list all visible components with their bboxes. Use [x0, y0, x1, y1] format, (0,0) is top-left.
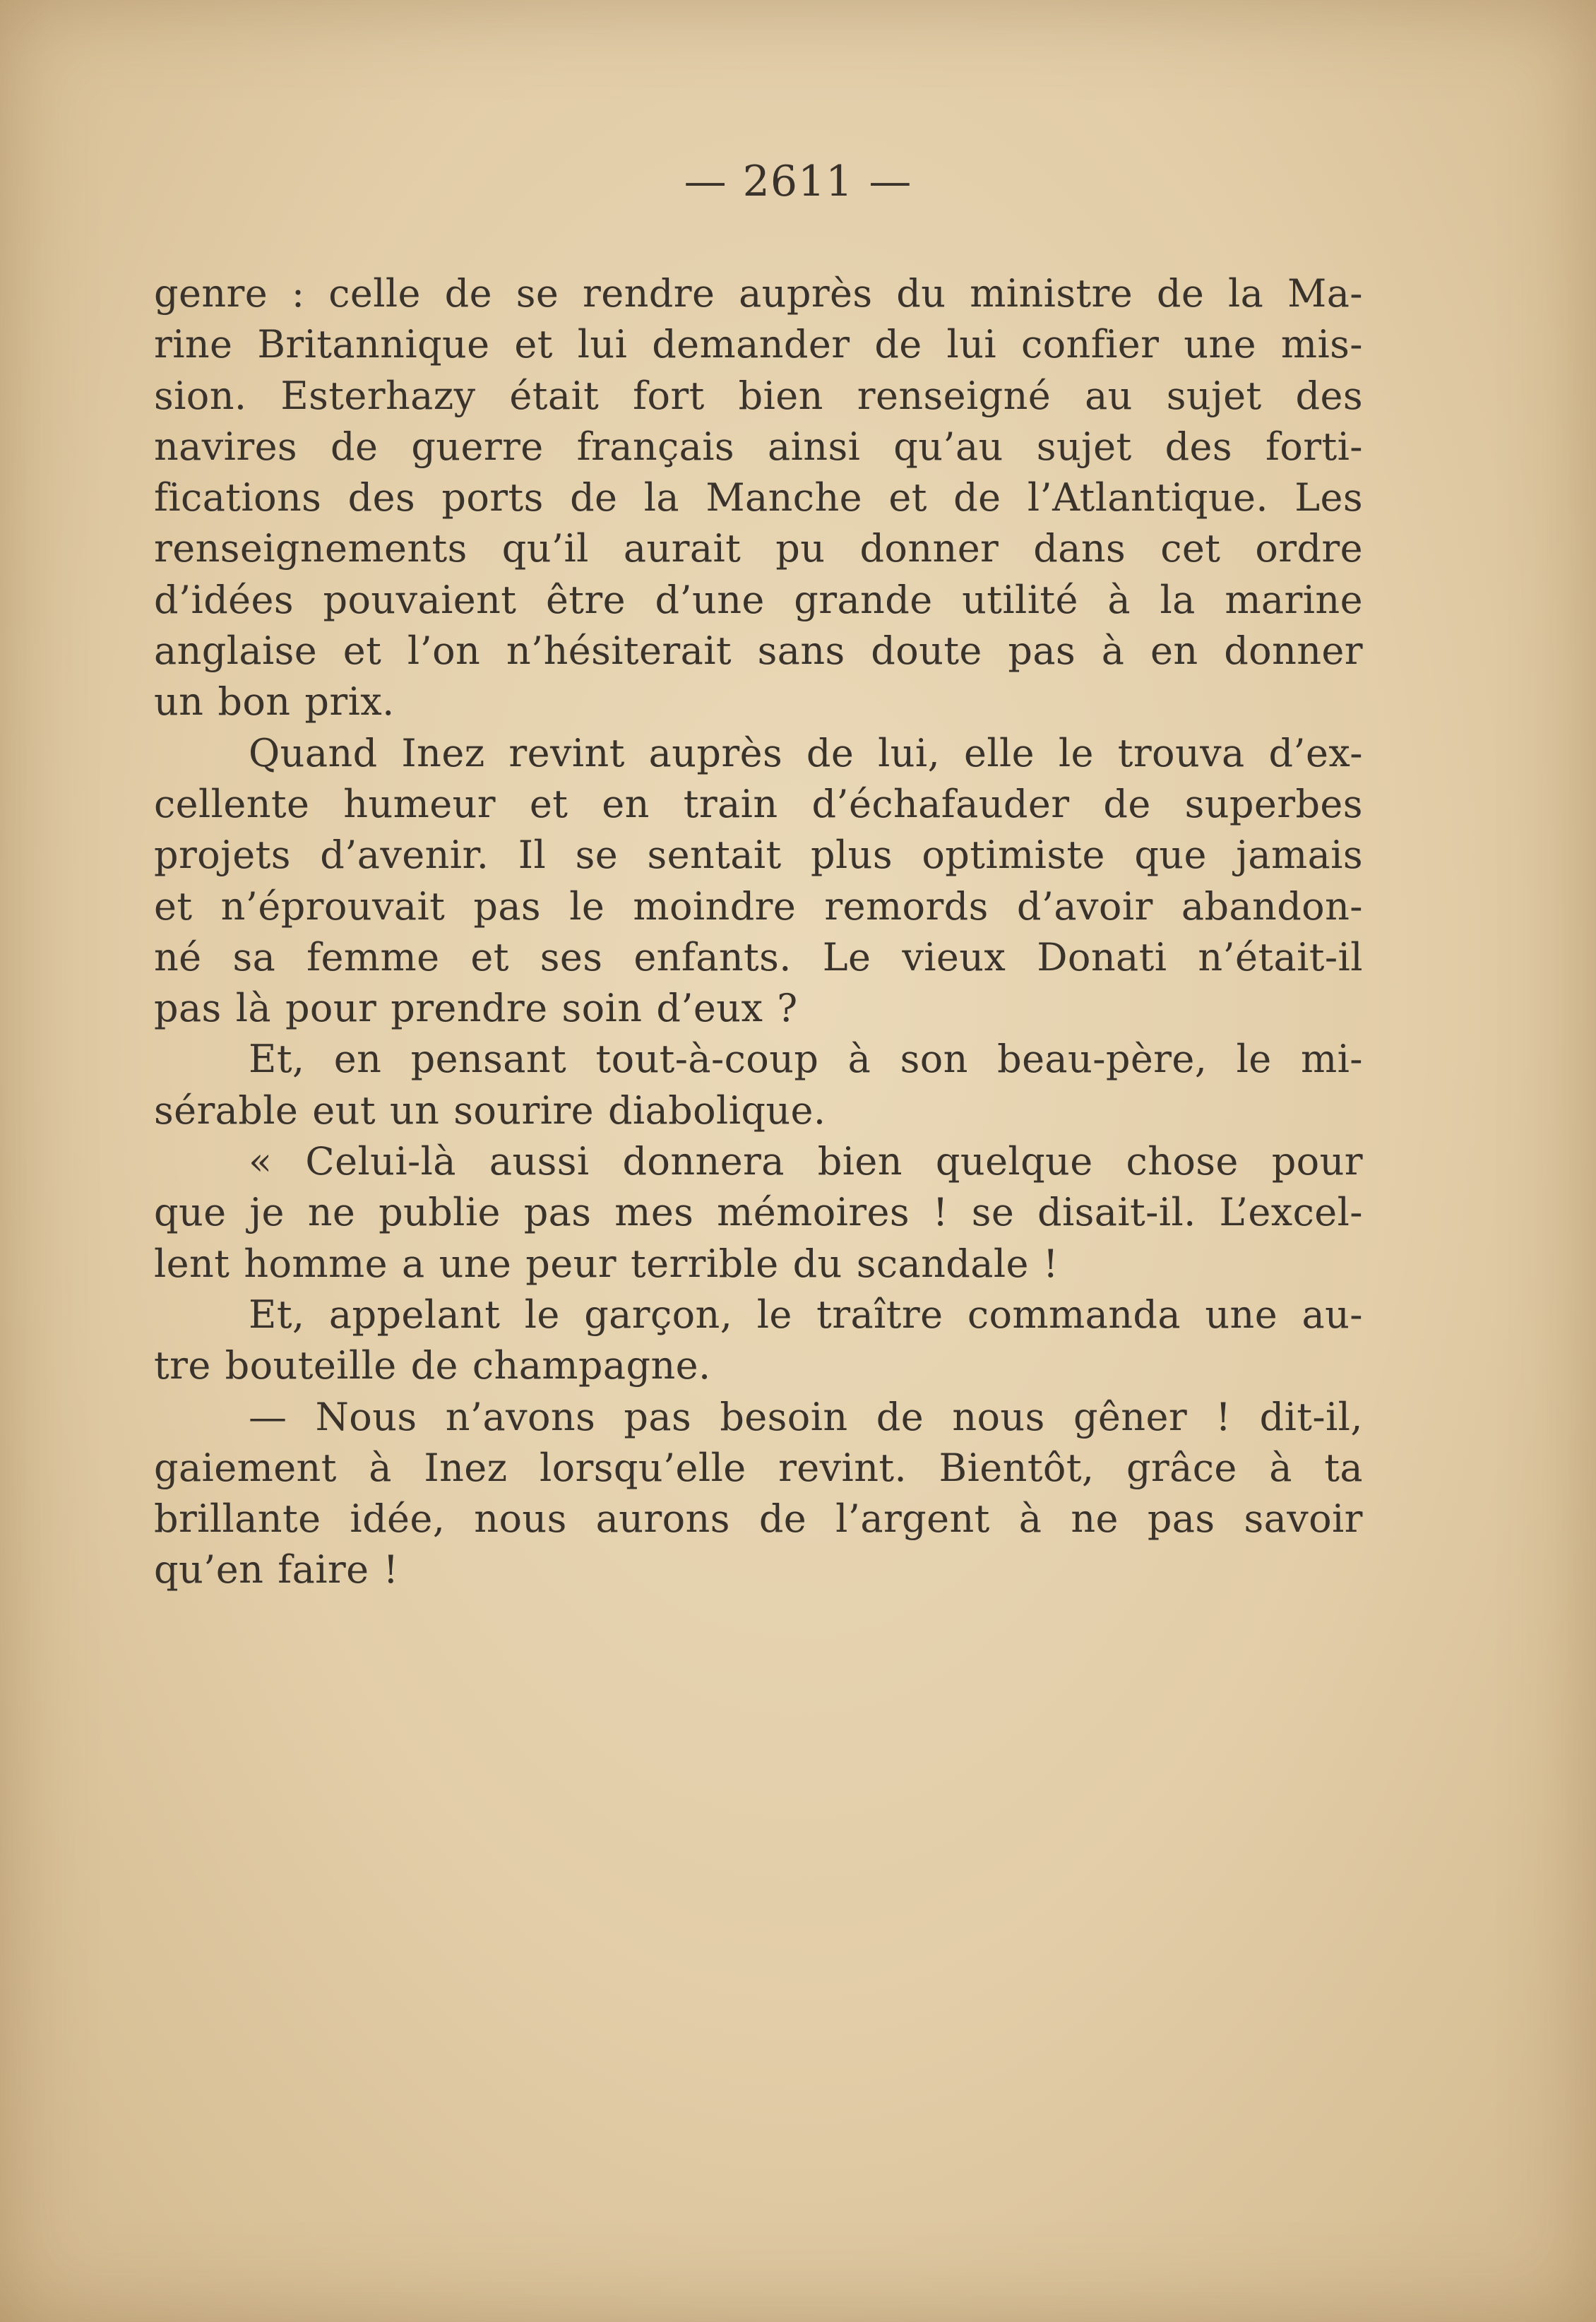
word: Bientôt,	[939, 1445, 1095, 1490]
word: au	[1085, 373, 1133, 418]
word: doute	[871, 629, 982, 674]
word: pu	[775, 526, 826, 571]
word: navires	[154, 424, 298, 469]
word: en	[602, 781, 650, 826]
word: sentait	[647, 833, 782, 878]
word: Il	[518, 833, 547, 878]
word: ainsi	[768, 424, 861, 469]
word: de	[410, 1343, 458, 1388]
word: gêner	[1073, 1394, 1188, 1439]
page-number-value: 2611	[742, 157, 854, 206]
word: sion.	[154, 373, 247, 418]
word: publie	[379, 1190, 501, 1235]
word: était	[509, 373, 600, 418]
word: ne	[1071, 1496, 1119, 1542]
word: bien	[738, 373, 823, 418]
word: aurait	[623, 526, 742, 571]
word: Britannique	[257, 322, 490, 367]
text-line	[154, 1290, 1363, 1340]
word: mi-	[1300, 1037, 1363, 1082]
word: :	[291, 271, 305, 316]
word: n’était-il	[1198, 934, 1363, 980]
word: à	[1101, 629, 1125, 674]
word: nous	[952, 1394, 1045, 1439]
word: sourire	[453, 1088, 594, 1133]
word: fications	[154, 475, 322, 520]
word: savoir	[1244, 1496, 1363, 1542]
word: à	[1018, 1496, 1042, 1542]
word: L’excel-	[1219, 1190, 1363, 1235]
word: la	[1160, 577, 1196, 622]
word: là	[235, 986, 271, 1031]
word: que	[1134, 833, 1207, 878]
word: remords	[824, 883, 989, 929]
word: son	[900, 1037, 968, 1082]
text-line	[154, 626, 1363, 677]
word: idée,	[350, 1496, 446, 1542]
word: de	[1103, 781, 1151, 826]
text-line	[154, 881, 1363, 932]
word: optimiste	[922, 833, 1105, 878]
word: se	[971, 1190, 1015, 1235]
word: ?	[777, 986, 798, 1031]
word: moindre	[633, 883, 797, 929]
word: —	[249, 1394, 287, 1439]
word: !	[932, 1190, 948, 1235]
word: de	[806, 730, 854, 775]
word: lorsqu’elle	[539, 1445, 746, 1490]
word: lent	[154, 1241, 230, 1286]
word: prendre	[391, 986, 548, 1031]
word: dit-il,	[1259, 1394, 1363, 1439]
word: beau-père,	[997, 1037, 1208, 1082]
word: a	[401, 1241, 425, 1286]
word: une	[1205, 1292, 1278, 1337]
word: ordre	[1255, 526, 1363, 571]
word: scandale	[856, 1241, 1029, 1286]
word: vieux	[902, 934, 1006, 980]
word: qu’il	[501, 526, 589, 571]
word: de	[570, 475, 618, 520]
word: humeur	[343, 781, 496, 826]
word: brillante	[154, 1496, 321, 1542]
word: ta	[1324, 1445, 1363, 1490]
word: !	[1042, 1241, 1059, 1286]
word: lui,	[878, 730, 941, 775]
word: peur	[525, 1241, 617, 1286]
word: traître	[816, 1292, 943, 1337]
word: pas	[473, 883, 542, 929]
word: garçon,	[584, 1292, 733, 1337]
word: d’avoir	[1016, 883, 1153, 929]
text-line	[154, 319, 1363, 370]
word: et	[888, 475, 927, 520]
word: superbes	[1184, 781, 1363, 826]
word: et	[343, 629, 382, 674]
word: au-	[1302, 1292, 1363, 1337]
word: à	[1269, 1445, 1292, 1490]
word: terrible	[631, 1241, 779, 1286]
word: et	[470, 934, 509, 980]
text-line	[154, 983, 1363, 1034]
word: demander	[652, 322, 850, 367]
word: sujet	[1036, 424, 1132, 469]
word: le	[756, 1292, 792, 1337]
word: l’Atlantique.	[1027, 475, 1268, 520]
word: bouteille	[225, 1343, 397, 1388]
word: pas	[624, 1394, 692, 1439]
word: d’eux	[656, 986, 763, 1031]
text-line	[154, 268, 1363, 319]
word: des	[1295, 373, 1363, 418]
text-line	[154, 1187, 1363, 1238]
word: sujet	[1166, 373, 1262, 418]
word: de	[876, 1394, 924, 1439]
word: Celui-là	[305, 1139, 456, 1184]
word: ministre	[970, 271, 1133, 316]
text-line	[154, 1392, 1363, 1443]
word: pas	[1147, 1496, 1215, 1542]
word: à	[369, 1445, 392, 1490]
word: fort	[633, 373, 705, 418]
word: auprès	[739, 271, 873, 316]
text-line	[154, 932, 1363, 983]
word: d’échafauder	[811, 781, 1070, 826]
word: une	[1184, 322, 1256, 367]
word: sa	[232, 934, 276, 980]
word: pensant	[410, 1037, 567, 1082]
word: besoin	[720, 1394, 848, 1439]
word: le	[1236, 1037, 1272, 1082]
word: celle	[328, 271, 421, 316]
word: le	[569, 883, 605, 929]
text-line	[154, 1239, 1363, 1290]
word: Inez	[401, 730, 485, 775]
text-line	[154, 422, 1363, 472]
word: du	[896, 271, 946, 316]
word: !	[1215, 1394, 1232, 1439]
word: lui	[946, 322, 997, 367]
word: guerre	[411, 424, 544, 469]
word: cet	[1160, 526, 1221, 571]
word: que	[154, 1190, 227, 1235]
text-line	[154, 779, 1363, 830]
word: de	[444, 271, 492, 316]
word: de	[758, 1496, 807, 1542]
word: prix.	[304, 679, 395, 725]
word: l’on	[407, 629, 481, 674]
word: revint	[508, 730, 625, 775]
word: d’ex-	[1268, 730, 1363, 775]
word: nous	[474, 1496, 567, 1542]
word: femme	[306, 934, 440, 980]
word: grande	[794, 577, 933, 622]
word: pour	[1271, 1139, 1363, 1184]
word: de	[330, 424, 379, 469]
word: Le	[822, 934, 871, 980]
word: de	[1156, 271, 1205, 316]
word: cellente	[154, 781, 310, 826]
word: de	[874, 322, 922, 367]
word: diabolique.	[607, 1088, 826, 1133]
word: confier	[1020, 322, 1160, 367]
word: et	[154, 883, 193, 929]
text-line	[154, 728, 1363, 779]
word: n’avons	[445, 1394, 596, 1439]
word: le	[1058, 730, 1094, 775]
word: la	[1227, 271, 1264, 316]
word: d’une	[655, 577, 765, 622]
word: grâce	[1126, 1445, 1237, 1490]
word: elle	[963, 730, 1035, 775]
word: l’argent	[835, 1496, 990, 1542]
text-line	[154, 371, 1363, 422]
body-text	[154, 268, 1363, 1596]
word: marine	[1225, 577, 1363, 622]
word: Les	[1294, 475, 1363, 520]
word: français	[576, 424, 735, 469]
word: ses	[540, 934, 603, 980]
word: rine	[154, 322, 233, 367]
word: du	[792, 1241, 842, 1286]
word: sérable	[154, 1088, 299, 1133]
word: plus	[811, 833, 893, 878]
word: projets	[154, 833, 291, 878]
word: !	[383, 1547, 399, 1592]
word: et	[514, 322, 553, 367]
word: qu’au	[893, 424, 1004, 469]
text-line	[154, 1494, 1363, 1544]
word: la	[643, 475, 679, 520]
word: rendre	[583, 271, 715, 316]
word: train	[683, 781, 778, 826]
word: n’éprouvait	[220, 883, 446, 929]
word: je	[249, 1190, 285, 1235]
word: utilité	[962, 577, 1078, 622]
word: «	[249, 1139, 273, 1184]
word: dans	[1033, 526, 1126, 571]
word: se	[575, 833, 619, 878]
word: donner	[1224, 629, 1363, 674]
word: qu’en	[154, 1547, 264, 1592]
word: une	[439, 1241, 512, 1286]
word: bien	[817, 1139, 903, 1184]
word: champagne.	[472, 1343, 711, 1388]
text-line	[154, 677, 1363, 727]
word: pas	[154, 986, 222, 1031]
word: aussi	[489, 1139, 590, 1184]
word: Donati	[1037, 934, 1167, 980]
word: eut	[312, 1088, 376, 1133]
text-line	[154, 830, 1363, 881]
word: de	[953, 475, 1001, 520]
word: auprès	[648, 730, 783, 775]
word: tre	[154, 1343, 211, 1388]
word: revint.	[778, 1445, 907, 1490]
text-line	[154, 1443, 1363, 1494]
word: n’hésiterait	[506, 629, 732, 674]
word: un	[154, 679, 204, 725]
word: être	[545, 577, 626, 622]
text-line	[154, 472, 1363, 523]
word: mis-	[1280, 322, 1363, 367]
word: gaiement	[154, 1445, 337, 1490]
word: lui	[577, 322, 628, 367]
word: Nous	[315, 1394, 417, 1439]
word: faire	[278, 1547, 369, 1592]
word: d’avenir.	[320, 833, 489, 878]
dash-right: —	[869, 157, 912, 206]
page-number	[0, 157, 1596, 206]
word: tout-à-coup	[595, 1037, 819, 1082]
word: donner	[859, 526, 999, 571]
word: bon	[218, 679, 291, 725]
word: mémoires	[717, 1190, 910, 1235]
dash-left: —	[684, 157, 727, 206]
word: le	[524, 1292, 560, 1337]
word: renseigné	[857, 373, 1052, 418]
word: quelque	[935, 1139, 1093, 1184]
text-line	[154, 523, 1363, 574]
word: disait-il.	[1037, 1190, 1196, 1235]
word: jamais	[1236, 833, 1363, 878]
word: Et,	[249, 1037, 305, 1082]
word: renseignements	[154, 526, 468, 571]
word: à	[1107, 577, 1131, 622]
word: genre	[154, 271, 268, 316]
word: Inez	[424, 1445, 508, 1490]
word: sans	[757, 629, 845, 674]
word: forti-	[1266, 424, 1363, 469]
word: ports	[441, 475, 544, 520]
text-line	[154, 1136, 1363, 1187]
word: commanda	[967, 1292, 1181, 1337]
word: Ma-	[1287, 271, 1363, 316]
text-line	[154, 1544, 1363, 1595]
word: se	[516, 271, 559, 316]
word: pas	[523, 1190, 592, 1235]
word: né	[154, 934, 202, 980]
word: Manche	[705, 475, 862, 520]
word: anglaise	[154, 629, 318, 674]
word: et	[529, 781, 568, 826]
word: pouvaient	[323, 577, 517, 622]
word: ne	[307, 1190, 356, 1235]
word: d’idées	[154, 577, 294, 622]
word: des	[347, 475, 416, 520]
word: Esterhazy	[280, 373, 476, 418]
text-line	[154, 1034, 1363, 1085]
word: enfants.	[633, 934, 792, 980]
word: Quand	[249, 730, 378, 775]
word: abandon-	[1181, 883, 1363, 929]
word: donnera	[622, 1139, 785, 1184]
word: à	[847, 1037, 871, 1082]
word: un	[389, 1088, 440, 1133]
word: des	[1165, 424, 1233, 469]
word: en	[333, 1037, 382, 1082]
word: mes	[614, 1190, 694, 1235]
text-line	[154, 1085, 1363, 1136]
text-line	[154, 575, 1363, 626]
word: pas	[1008, 629, 1076, 674]
word: Et,	[249, 1292, 305, 1337]
word: aurons	[595, 1496, 730, 1542]
word: appelant	[328, 1292, 501, 1337]
word: homme	[244, 1241, 388, 1286]
word: pour	[285, 986, 377, 1031]
text-line	[154, 1340, 1363, 1391]
word: chose	[1126, 1139, 1239, 1184]
word: en	[1150, 629, 1198, 674]
word: soin	[561, 986, 643, 1031]
word: trouva	[1117, 730, 1245, 775]
